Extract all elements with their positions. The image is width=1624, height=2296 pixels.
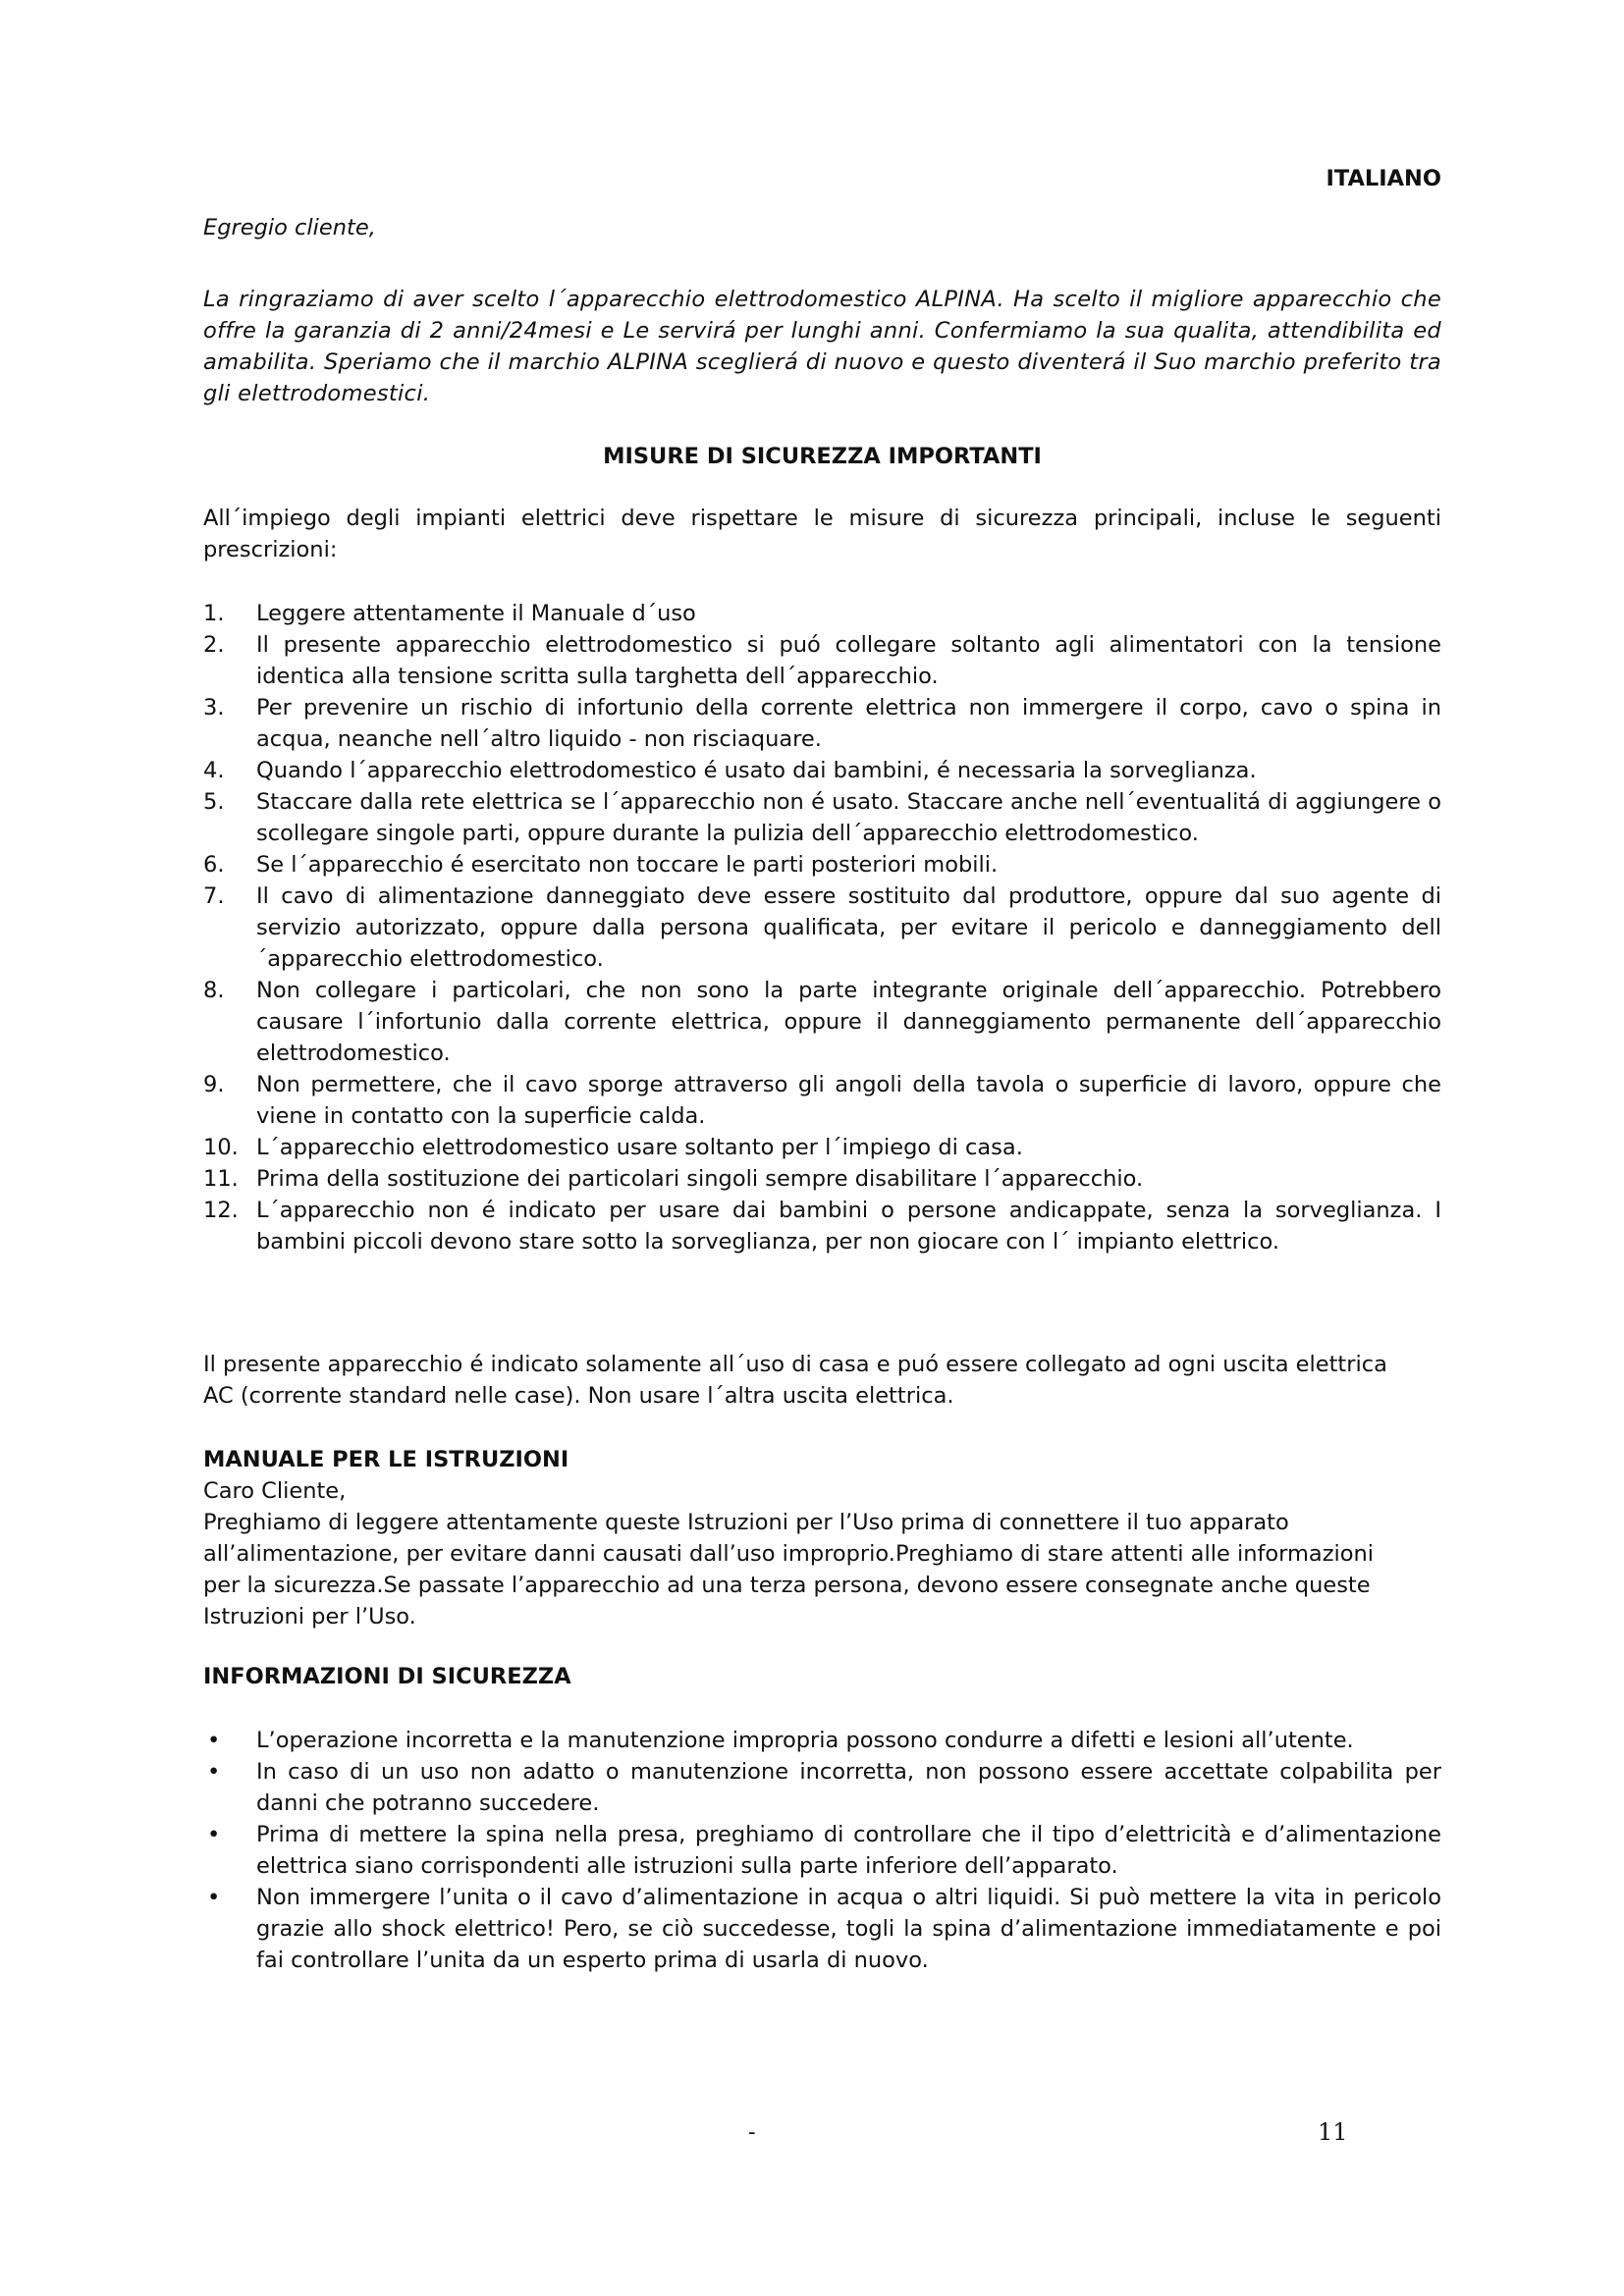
footer-dash: - xyxy=(748,2119,756,2145)
language-label: ITALIANO xyxy=(1326,166,1441,191)
safety-item xyxy=(203,786,1441,849)
item-number: 4. xyxy=(203,758,225,783)
item-text: Per prevenire un rischio di infortunio della corrente elettrica non immergere il corpo, cavo o spina in acqua, neanche nell´altro liquido - non risciaquare. xyxy=(256,695,1441,752)
safety-item xyxy=(203,881,1441,975)
safety-item xyxy=(203,692,1441,755)
bullet-icon: • xyxy=(207,1822,221,1847)
safety-intro: All´impiego degli impianti elettrici deve rispettare le misure di sicurezza principali, incluse le seguenti prescrizioni: xyxy=(203,506,1441,562)
info-item xyxy=(203,1882,1441,1976)
manual-heading: MANUALE PER LE ISTRUZIONI xyxy=(203,1447,569,1472)
item-number: 12. xyxy=(203,1198,239,1223)
item-number: 11. xyxy=(203,1166,239,1192)
info-item xyxy=(203,1819,1441,1882)
item-number: 9. xyxy=(203,1072,225,1097)
item-text: Non collegare i particolari, che non sono la parte integrante originale dell´apparecchio. Potrebbero causare l´infortunio dalla corrente elettrica, oppure il danneggiamento permanente dell´apparecchio elettrodomestico. xyxy=(256,978,1441,1066)
item-number: 6. xyxy=(203,852,225,878)
safety-item xyxy=(203,755,1441,786)
item-text: In caso di un uso non adatto o manutenzione incorretta, non possono essere accettate colpabilita per danni che potranno succedere. xyxy=(256,1759,1441,1816)
safety-item xyxy=(203,849,1441,881)
item-number: 3. xyxy=(203,695,225,721)
item-text: L´apparecchio non é indicato per usare dai bambini o persone andicappate, senza la sorveglianza. I bambini piccoli devono stare sotto la sorveglianza, per non giocare con l´ impianto elettrico. xyxy=(256,1198,1441,1255)
item-text: Se l´apparecchio é esercitato non toccare le parti posteriori mobili. xyxy=(256,852,999,878)
safety-item xyxy=(203,629,1441,692)
item-text: Non permettere, che il cavo sporge attraverso gli angoli della tavola o superficie di lavoro, oppure che viene in contatto con la superficie calda. xyxy=(256,1072,1441,1129)
safety-list xyxy=(203,598,1441,1257)
item-text: Il presente apparecchio elettrodomestico si puó collegare soltanto agli alimentatori con la tensione identica alla tensione scritta sulla targhetta dell´apparecchio. xyxy=(256,632,1441,689)
safety-heading: MISURE DI SICUREZZA IMPORTANTI xyxy=(603,444,1042,469)
item-number: 1. xyxy=(203,601,225,626)
safety-item xyxy=(203,1195,1441,1257)
greeting: Egregio cliente, xyxy=(203,215,376,240)
bullet-icon: • xyxy=(207,1885,221,1910)
item-text: Non immergere l’unita o il cavo d’alimentazione in acqua o altri liquidi. Si può mettere la vita in pericolo grazie allo shock elettrico! Pero, se ciò succedesse, togli la spina d’alimentazione immediatamente e poi fai controllare l’unita da un esperto prima di usarla di nuovo. xyxy=(256,1885,1441,1973)
safety-item xyxy=(203,1069,1441,1132)
item-number: 7. xyxy=(203,883,225,909)
bullet-icon: • xyxy=(207,1728,221,1753)
item-text: Quando l´apparecchio elettrodomestico é usato dai bambini, é necessaria la sorveglianza. xyxy=(256,758,1257,783)
bullet-icon: • xyxy=(207,1759,221,1785)
safety-item xyxy=(203,1163,1441,1195)
item-text: Leggere attentamente il Manuale d´uso xyxy=(256,601,696,626)
safety-item xyxy=(203,1132,1441,1163)
info-heading: INFORMAZIONI DI SICUREZZA xyxy=(203,1664,571,1689)
info-item xyxy=(203,1756,1441,1819)
intro-paragraph: La ringraziamo di aver scelto l´apparecchio elettrodomestico ALPINA. Ha scelto il migliore apparecchio che offre la garanzia di 2 anni/24mesi e Le servirá per lunghi anni. Confermiamo la sua qualita, attendibilita ed amabilita. Speriamo che il marchio ALPINA sceglierá di nuovo e questo diventerá il Suo marchio preferito tra gli elettrodomestici. xyxy=(203,287,1441,406)
item-text: L´apparecchio elettrodomestico usare soltanto per l´impiego di casa. xyxy=(256,1135,1023,1160)
item-text: Il cavo di alimentazione danneggiato deve essere sostituito dal produttore, oppure dal suo agente di servizio autorizzato, oppure dalla persona qualificata, per evitare il pericolo e danneggiamento dell´apparecchio elettrodomestico. xyxy=(256,883,1441,972)
household-note: Il presente apparecchio é indicato solamente all´uso di casa e puó essere collegato ad ogni uscita elettrica AC (corrente standard nelle case). Non usare l´altra uscita elettrica. xyxy=(203,1352,1387,1409)
info-item xyxy=(203,1725,1441,1756)
item-number: 2. xyxy=(203,632,225,658)
item-text: Prima della sostituzione dei particolari singoli sempre disabilitare l´apparecchio. xyxy=(256,1166,1144,1192)
safety-item xyxy=(203,975,1441,1069)
info-list xyxy=(203,1725,1441,1976)
item-text: Staccare dalla rete elettrica se l´apparecchio non é usato. Staccare anche nell´eventualitá di aggiungere o scollegare singole parti, oppure durante la pulizia dell´apparecchio elettrodomestico. xyxy=(256,789,1441,846)
safety-item xyxy=(203,598,1441,629)
item-number: 5. xyxy=(203,789,225,815)
item-text: L’operazione incorretta e la manutenzione impropria possono condurre a difetti e lesioni all’utente. xyxy=(256,1728,1354,1753)
item-number: 10. xyxy=(203,1135,239,1160)
page-number: 11 xyxy=(1318,2118,1348,2146)
manual-text: Preghiamo di leggere attentamente queste Istruzioni per l’Uso prima di connettere il tuo apparato all’alimentazione, per evitare danni causati dall’uso improprio.Preghiamo di stare attenti alle informazioni per la sicurezza.Se passate l’apparecchio ad una terza persona, devono essere consegnate anche queste Istruzioni per l’Uso. xyxy=(203,1510,1375,1629)
item-number: 8. xyxy=(203,978,225,1003)
item-text: Prima di mettere la spina nella presa, preghiamo di controllare che il tipo d’elettricità e d’alimentazione elettrica siano corrispondenti alle istruzioni sulla parte inferiore dell’apparato. xyxy=(256,1822,1441,1879)
manual-greeting: Caro Cliente, xyxy=(203,1478,347,1504)
